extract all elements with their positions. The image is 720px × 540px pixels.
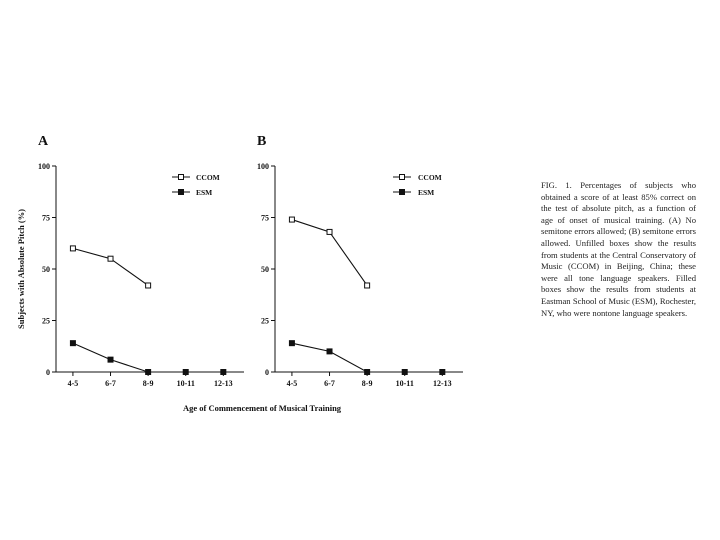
x-tick-label: 6-7 — [105, 379, 116, 388]
y-tick-label: 100 — [257, 162, 269, 171]
data-point-esm — [70, 341, 75, 346]
data-point-ccom — [365, 283, 370, 288]
data-point-esm — [108, 357, 113, 362]
y-tick-label: 0 — [46, 368, 50, 377]
panel-letter: A — [38, 134, 49, 149]
legend-marker — [179, 190, 184, 195]
legend-marker — [400, 175, 405, 180]
data-point-esm — [402, 370, 407, 375]
x-tick-label: 12-13 — [432, 379, 452, 388]
panel-letter: B — [257, 134, 267, 149]
data-point-ccom — [70, 246, 75, 251]
data-point-esm — [183, 370, 188, 375]
y-axis-title: Subjects with Absolute Pitch (%) — [16, 209, 26, 329]
panel-b — [257, 134, 463, 388]
data-point-esm — [146, 370, 151, 375]
x-axis-title: Age of Commencement of Musical Training — [182, 403, 342, 413]
legend-label: CCOM — [196, 173, 220, 182]
legend-label: CCOM — [418, 173, 442, 182]
series-line-ccom — [73, 248, 148, 285]
x-tick-label: 4-5 — [286, 379, 298, 388]
data-point-esm — [440, 370, 445, 375]
series-line-esm — [73, 343, 223, 372]
x-tick-label: 8-9 — [142, 379, 154, 388]
legend-label: ESM — [196, 188, 213, 197]
x-tick-label: 8-9 — [361, 379, 373, 388]
data-point-esm — [289, 341, 294, 346]
panel-a — [16, 134, 244, 388]
data-point-esm — [365, 370, 370, 375]
series-line-esm — [292, 343, 442, 372]
y-tick-label: 50 — [42, 265, 50, 274]
y-tick-label: 25 — [42, 316, 50, 326]
data-point-ccom — [327, 229, 332, 234]
x-tick-label: 12-13 — [213, 379, 233, 388]
data-point-esm — [221, 370, 226, 375]
data-point-ccom — [146, 283, 151, 288]
x-tick-label: 10-11 — [176, 379, 195, 388]
data-point-ccom — [289, 217, 294, 222]
x-tick-label: 10-11 — [395, 379, 414, 388]
y-tick-label: 50 — [261, 265, 269, 274]
data-point-esm — [327, 349, 332, 354]
legend-marker — [400, 190, 405, 195]
legend-label: ESM — [418, 188, 435, 197]
y-tick-label: 100 — [38, 162, 50, 171]
x-tick-label: 4-5 — [67, 379, 79, 388]
caption-text: FIG. 1. Percentages of subjects who obtained a score of at least 85% correct on the test of absolute pitch, as a function of age of onset of musical training. (A) No semitone errors allowed; (B) semitone errors allowed. Unfilled boxes show the results from students at the Central Conservatory of Music (CCOM) in Beijing, China; these were all tone language speakers. Filled boxes show the results from students at Eastman School of Music (ESM), Rochester, NY, who were nontone language speakers. — [541, 180, 696, 318]
y-tick-label: 75 — [261, 213, 269, 223]
legend-marker — [179, 175, 184, 180]
y-tick-label: 75 — [42, 213, 50, 223]
data-point-ccom — [108, 256, 113, 261]
y-tick-label: 0 — [265, 368, 269, 377]
figure-caption — [541, 180, 696, 319]
x-tick-label: 6-7 — [324, 379, 335, 388]
y-tick-label: 25 — [261, 316, 269, 326]
